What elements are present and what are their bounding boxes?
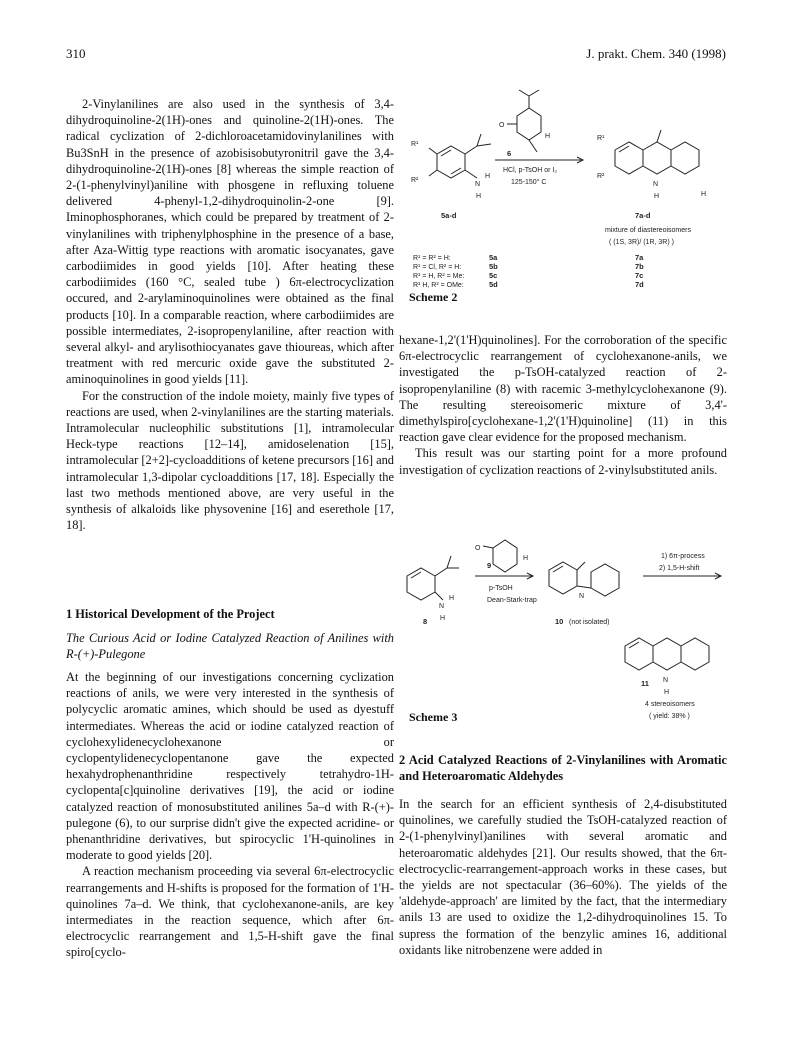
c9-oxygen-label: O [475,545,481,552]
c8-nh-h-label: H [440,615,446,622]
scheme-3-figure [399,536,729,726]
diastereoisomer-note: mixture of diastereoisomers [605,227,691,234]
pulegone-ring [517,108,541,140]
product-11-spiro [681,638,709,670]
left-column-lower [66,669,394,961]
left-paragraph-4: A reaction mechanism proceeding via several 6π-electrocyclic rearrangements and H-shifts is proposed for the formation of 1'H-quinolines 7a–d. We think, that cyclohexanone-anils, are key intermediates in the reaction sequence, which after 6π-electrocyclic rearrangement and 1,5-H-shift gave the final spiro[cyclo- [66,864,394,960]
c9-h-label: H [523,555,529,562]
left-paragraph-2: For the construction of the indole moiety, mainly five types of reactions are used, when 2-vinylanilines are the starting materials. Intramolecular nucleophilic substitutions [1], intramolecular Heck-type reactions [12–14], amidoselenation [15], intramolecular [2+2]-cycloadditions of ketene precursors [16] and intramolecular 1,3-dipolar cycloadditions [17, 18]. Especially the last two methods mentioned above, are very useful in the synthesis of alkaloids like physovenine [16] and eserethole [17, 18]. [66,388,394,533]
c11-n-label: N [663,677,669,684]
subst-row-b: R¹ = Cl, R² = H: [413,264,462,271]
product-11-benzene [625,638,653,670]
stereoisomer-note: 4 stereoisomers [645,701,695,708]
step-h-shift: 2) 1,5-H-shift [659,565,700,572]
subst-row-a: R¹ = R² = H: [413,255,451,262]
product-n-label: N [653,181,659,188]
left-paragraph-3: At the beginning of our investigations concerning cyclization reactions of anils, we were very interested in the synthesis of polycyclic aromatic amines, which should be used as dyestuff intermediates. Whereas the acid or iodine catalyzed reaction of cyclohexylidenecyclohexanone or cyclopentylidenecyclopentanone gave the expected hexahydrophenanthridine respectively tetrahydro-1H-cyclopenta[c]quinoline derivatives [19], the acid or iodine catalyzed reaction of monosubstituted anilines 5a–d with R-(+)-pulegone (6), to our surprise didn't give the expected acridine- or phenanthridine derivatives, but spirocyclic 1'H-quinolines in moderate to good yields [20]. [66,670,394,863]
n-label: N [475,181,481,188]
diastereoisomer-config: ( (1S, 3R)/ (1R, 3R) ) [609,239,674,246]
aniline-8-ring [407,568,435,600]
compound-10-note: (not isolated) [569,619,610,626]
c8-n-label: N [439,603,445,610]
subst-id-c: 5c [489,271,498,280]
subst-prod-c: 7c [635,271,644,280]
benzene-ring-product [615,142,643,174]
substituent-table [413,253,644,289]
c11-nh-h-label: H [664,689,670,696]
reagent-ptsoh: p-TsOH [489,585,513,592]
right-paragraph-2: This result was our starting point for a more profound investigation of cyclization reactions of 2-vinylsubstituted anils. [399,446,727,477]
scheme-3-label: Scheme 3 [409,710,458,724]
section-1-title: 1 Historical Development of the Project [66,607,275,621]
r2-label: R² [411,177,419,184]
right-column [399,332,727,478]
compound-9-label: 9 [487,561,492,570]
section-2-title: 2 Acid Catalyzed Reactions of 2-Vinylanilines with Aromatic and Heteroaromatic Aldehydes [399,753,727,783]
nh-h-label: H [476,193,482,200]
right-column-lower [399,796,727,958]
left-paragraph-1: 2-Vinylanilines are also used in the synthesis of 3,4-dihydroquinoline-2(1H)-ones and quinoline-2(1H)-ones. The radical cyclization of 2-dichloroacetamidovinylanilines with Bu3SnH in the presence of azobisisobutyronitril gave the 3,4-dihydroquinoline-2(1H)-ones [8] whereas the simple reaction of 2-(1-phenylvinyl)aniline with phosgene in refluxing toluene delivered 4-phenyl-1,2-dihydroquinolin-2-one [9]. Iminophosphoranes, which could be prepared by treatment of 2-vinylanilines with triphenylphosphine in the presence of a base, after Aza-Wittig type reactions with aromatic isocyanates, gave carbodiimides in good yields [10]. After heating these carbodiimides (160 °C, sealed tube ) 6π-electrocyclization occured, and 2-arylaminoquinolines were obtained as the final products [10]. In a comparable reaction, where carbodiimides are possible intermediates, 2-isopropenylaniline, after reaction with several alkyl- and arylisothiocyanates gave thioureas, which after treatment with red mercuric oxide gave the substituted 2-aminoquinolines in good yields [11]. [66,97,394,387]
scheme-2-label: Scheme 2 [409,290,458,304]
journal-citation: J. prakt. Chem. 340 (1998) [586,46,726,61]
right-paragraph-3: In the search for an efficient synthesis of 2,4-disubstituted quinolines, we carefully studied the TsOH-catalyzed reaction of 2-(1-phenylvinyl)anilines with several aromatic and heteroaromatic aldehydes [21]. Our results showed, that the 6π-electrocyclic-rearrangement-approach works in these cases, but the yields are not spectacular (36–60%). The yields of the 'aldehyde-approach' are limited by the fact, that the intermediary anils 13 are used to oxidize the 1,2-dihydroquinolines 15. To supress the formation of the benzylic amines 16, additional oxidants like nitrobenzene were added in [399,797,727,957]
c10-n-label: N [579,593,585,600]
h-label: H [485,173,491,180]
compound-6-label: 6 [507,149,512,158]
yield-note: ( yield: 38% ) [649,713,690,720]
subst-id-a: 5a [489,253,498,262]
product-r1-label: R¹ [597,135,605,142]
oxygen-label: O [499,122,505,129]
spiro-ring [671,142,699,174]
reagent-deanstark: Dean-Stark-trap [487,597,537,604]
reagents-label: HCl, p-TsOH or I₂ [503,167,558,174]
compound-11-label: 11 [641,679,649,688]
r1-label: R¹ [411,141,419,148]
pulegone-h-label: H [545,133,551,140]
anil-10-cyclohexane [591,564,619,596]
product-h-label: H [701,191,707,198]
product-nh-h-label: H [654,193,660,200]
subst-prod-d: 7d [635,280,644,289]
compound-5-label: 5a-d [441,211,457,220]
n-bond [465,170,477,178]
benzene-ring-start [437,146,465,178]
conditions-label: 125-150° C [511,179,547,186]
subst-prod-b: 7b [635,262,644,271]
section-2-heading [399,752,727,784]
anil-10-benzene [549,562,577,594]
page-number: 310 [66,46,86,61]
section-1-heading [66,606,394,662]
c8-h-label: H [449,595,455,602]
step-6pi: 1) 6π-process [661,553,705,560]
quinoline-ring [643,142,671,174]
subst-id-b: 5b [489,262,498,271]
compound-8-label: 8 [423,617,428,626]
right-paragraph-1: hexane-1,2'(1'H)quinolines]. For the corroboration of the specific 6π-electrocyclic rearrangement of cyclohexanone-anils, we investigated the p-TsOH-catalyzed reaction of 2-isopropenylaniline (8) with racemic 3-methylcyclohexanone (9). The resulting stereoisomeric mixture of 3,4'-dimethylspiro[cyclohexane-1,2'(1'H)quinoline] (11) in this reaction gave clear evidence for the proposed mechanism. [399,333,727,445]
cyclohexanone-9-ring [493,540,517,572]
subst-row-c: R¹ = H, R² = Me: [413,273,465,280]
subst-prod-a: 7a [635,253,644,262]
compound-7-label: 7a-d [635,211,651,220]
compound-10-label: 10 [555,617,564,626]
product-r2-label: R² [597,173,605,180]
scheme-2-figure [399,86,729,306]
section-1-subtitle: The Curious Acid or Iodine Catalyzed Reaction of Anilines with R-(+)-Pulegone [66,631,394,661]
subst-row-d: R¹ H, R² = OMe: [413,282,464,289]
subst-id-d: 5d [489,280,498,289]
product-11-quinoline [653,638,681,670]
left-column [66,96,394,533]
